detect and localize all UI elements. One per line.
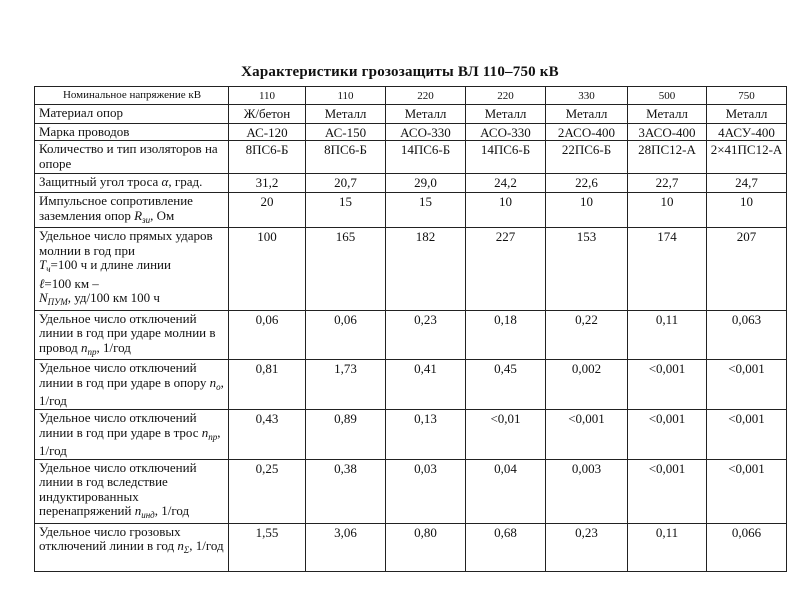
table-cell: 24,2	[466, 174, 546, 193]
table-row	[35, 141, 787, 174]
table-cell: 2×41ПС12-А	[707, 141, 787, 174]
table-cell: 2АСО-400	[546, 123, 628, 141]
table-cell: 20	[229, 193, 306, 228]
table-cell: 3,06	[306, 523, 386, 571]
row-label: Количество и тип изоляторов на опоре	[35, 141, 229, 174]
table-cell: АСО-330	[466, 123, 546, 141]
table-cell: 1,55	[229, 523, 306, 571]
table-cell: 0,11	[628, 523, 707, 571]
row-label: Марка проводов	[35, 123, 229, 141]
table-cell: Металл	[466, 104, 546, 123]
table-cell: 227	[466, 228, 546, 311]
table-cell: 14ПС6-Б	[386, 141, 466, 174]
table-cell: 22ПС6-Б	[546, 141, 628, 174]
table-cell: 14ПС6-Б	[466, 141, 546, 174]
table-row	[35, 193, 787, 228]
table-cell: 153	[546, 228, 628, 311]
table-cell: 1,73	[306, 360, 386, 410]
header-cell: 500	[628, 87, 707, 105]
table-row	[35, 123, 787, 141]
table-cell: 0,81	[229, 360, 306, 410]
header-cell: 110	[306, 87, 386, 105]
table-row	[35, 310, 787, 360]
table-cell: 10	[707, 193, 787, 228]
header-cell: 750	[707, 87, 787, 105]
table-cell: 0,06	[229, 310, 306, 360]
table-cell: 10	[466, 193, 546, 228]
table-cell: <0,001	[628, 459, 707, 523]
table-cell: 0,003	[546, 459, 628, 523]
table-cell: Металл	[306, 104, 386, 123]
header-cell: 220	[386, 87, 466, 105]
table-cell: АС-150	[306, 123, 386, 141]
table-cell: 0,18	[466, 310, 546, 360]
table-row	[35, 360, 787, 410]
table-cell: 0,45	[466, 360, 546, 410]
table-cell: 0,38	[306, 459, 386, 523]
table-cell: 0,11	[628, 310, 707, 360]
table-cell: 24,7	[707, 174, 787, 193]
table-cell: <0,001	[628, 360, 707, 410]
table-cell: 22,7	[628, 174, 707, 193]
table-cell: 22,6	[546, 174, 628, 193]
table-cell: 0,13	[386, 410, 466, 460]
table-cell: 0,89	[306, 410, 386, 460]
table-cell: 15	[386, 193, 466, 228]
row-label: Удельное число отключений линии в год при ударе в опору $n_о$, 1/год	[35, 360, 229, 410]
row-label: Удельное число отключений линии в год при ударе молнии в провод $n_{пр}$, 1/год	[35, 310, 229, 360]
row-label: Импульсное сопротивление заземления опор $R_{зи}$, Ом	[35, 193, 229, 228]
table-cell: 3АСО-400	[628, 123, 707, 141]
table-cell: 0,22	[546, 310, 628, 360]
table-cell: 0,066	[707, 523, 787, 571]
table-cell: 8ПС6-Б	[229, 141, 306, 174]
table-cell: 0,23	[386, 310, 466, 360]
table-row	[35, 228, 787, 311]
table-cell: 31,2	[229, 174, 306, 193]
row-label: Удельное число отключений линии в год вследствие индуктированных перенапряжений $n_{инд}$, 1/год	[35, 459, 229, 523]
table-cell: 8ПС6-Б	[306, 141, 386, 174]
table-cell: АС-120	[229, 123, 306, 141]
table-row	[35, 104, 787, 123]
table-cell: 0,002	[546, 360, 628, 410]
row-label: Защитный угол троса α, град.	[35, 174, 229, 193]
table-cell: 0,80	[386, 523, 466, 571]
table-cell: 0,06	[306, 310, 386, 360]
table-cell: Ж/бетон	[229, 104, 306, 123]
table-cell: 0,41	[386, 360, 466, 410]
table-cell: 207	[707, 228, 787, 311]
row-label: Удельное число прямых ударов молнии в год при $T_ч=100$ ч и длине линии ℓ=100 км – $N_{ПУМ}$, уд/100 км 100 ч	[35, 228, 229, 311]
table-cell: <0,001	[707, 410, 787, 460]
table-row	[35, 174, 787, 193]
table-cell: <0,001	[546, 410, 628, 460]
header-cell: 220	[466, 87, 546, 105]
table-title: Характеристики грозозащиты ВЛ 110–750 кВ	[241, 64, 559, 80]
table-cell: <0,001	[707, 360, 787, 410]
lightning-protection-table	[34, 86, 787, 572]
table-cell: <0,001	[707, 459, 787, 523]
table-cell: 0,063	[707, 310, 787, 360]
table-cell: <0,001	[628, 410, 707, 460]
table-row	[35, 410, 787, 460]
table-cell: Металл	[628, 104, 707, 123]
table-cell: 20,7	[306, 174, 386, 193]
table-cell: 4АСУ-400	[707, 123, 787, 141]
row-label: Удельное число грозовых отключений линии в год $n_\Sigma$, 1/год	[35, 523, 229, 571]
table-cell: 174	[628, 228, 707, 311]
header-label: Номинальное напряжение кВ	[35, 87, 229, 105]
table-cell: Металл	[707, 104, 787, 123]
table-cell: 10	[628, 193, 707, 228]
row-label: Материал опор	[35, 104, 229, 123]
table-cell: 0,04	[466, 459, 546, 523]
table-cell: 0,43	[229, 410, 306, 460]
table-cell: Металл	[386, 104, 466, 123]
table-row	[35, 459, 787, 523]
table-cell: 10	[546, 193, 628, 228]
table-cell: 29,0	[386, 174, 466, 193]
table-cell: 0,23	[546, 523, 628, 571]
table-cell: 165	[306, 228, 386, 311]
row-label: Удельное число отключений линии в год при ударе в трос $n_{пр}$, 1/год	[35, 410, 229, 460]
table-cell: 182	[386, 228, 466, 311]
table-cell: 0,25	[229, 459, 306, 523]
table-cell: 0,03	[386, 459, 466, 523]
table-cell: 0,68	[466, 523, 546, 571]
header-cell: 330	[546, 87, 628, 105]
table-cell: Металл	[546, 104, 628, 123]
header-cell: 110	[229, 87, 306, 105]
table-cell: <0,01	[466, 410, 546, 460]
table-cell: 100	[229, 228, 306, 311]
table-cell: 15	[306, 193, 386, 228]
table-cell: 28ПС12-А	[628, 141, 707, 174]
header-row	[35, 87, 787, 105]
table-cell: АСО-330	[386, 123, 466, 141]
table-row	[35, 523, 787, 571]
